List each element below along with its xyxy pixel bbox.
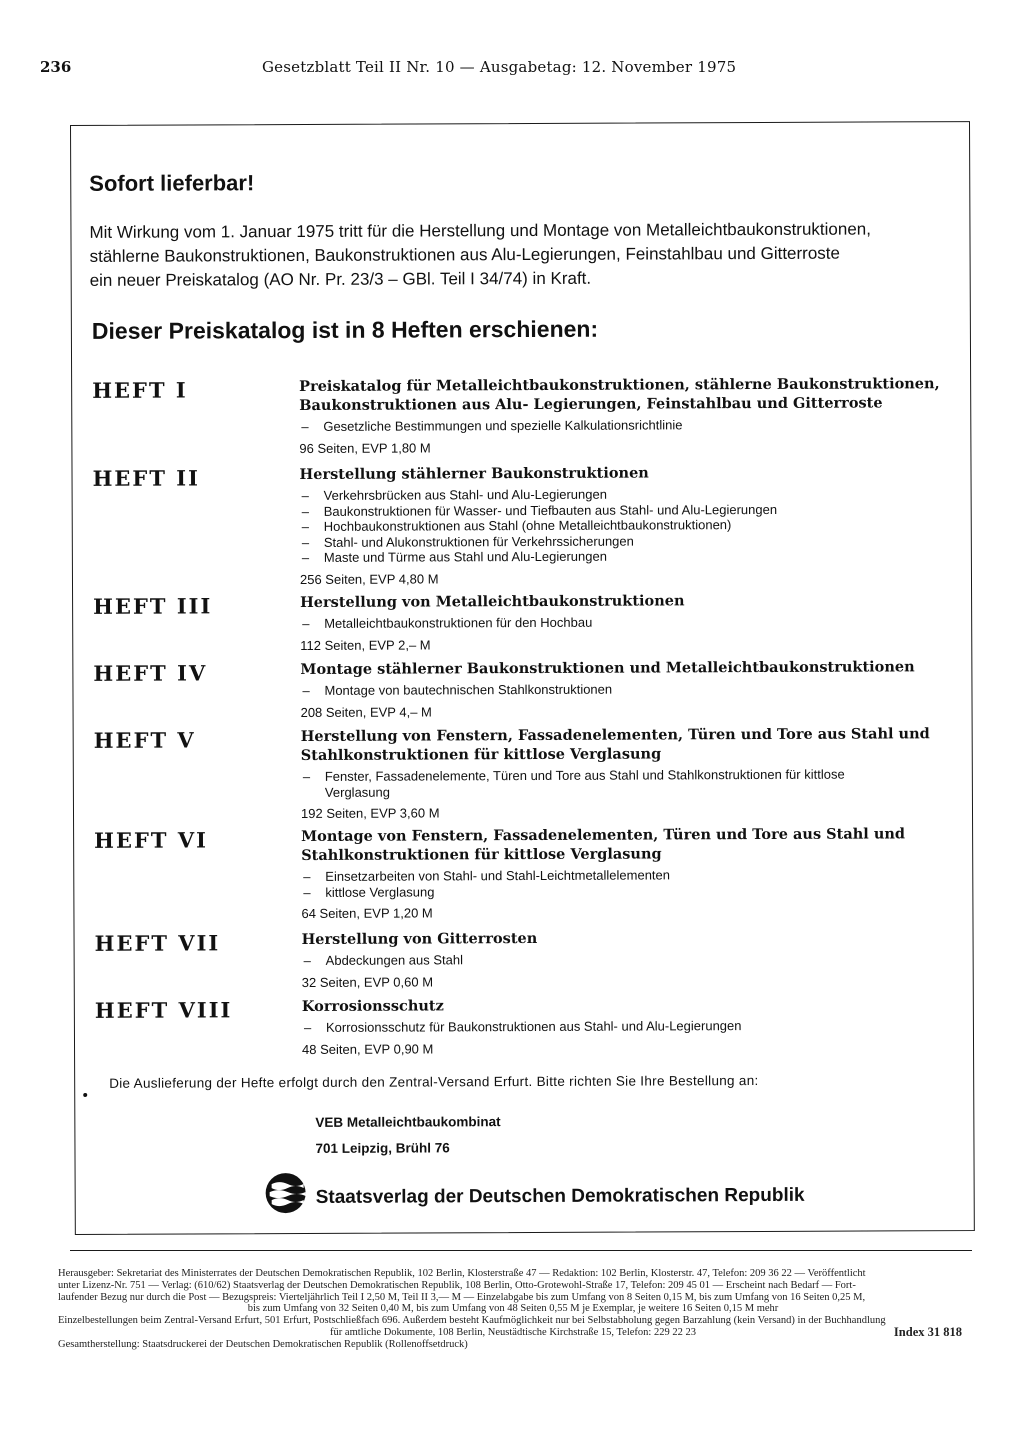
heft-entry-7 xyxy=(75,927,975,990)
heft-label: HEFT II xyxy=(92,465,200,491)
heft-item: – kittlose Verglasung xyxy=(301,882,951,900)
heft-body xyxy=(301,824,951,921)
heft-item: – Einsetzarbeiten von Stahl- und Stahl-Leichtmetallelementen xyxy=(301,866,951,884)
imprint-line: Einzelbestellungen beim Zentral-Versand Erfurt, 501 Erfurt, Postschließfach 696. Außerdem besteht Kaufmöglichkeit nur bei Selbstabholung gegen Barzahlung (kein Versand) in der Buchhandlung xyxy=(58,1315,886,1327)
heft-price: 192 Seiten, EVP 3,60 M xyxy=(300,805,440,821)
heft-price: 64 Seiten, EVP 1,20 M xyxy=(301,905,433,921)
heft-title-line: Montage stählerner Baukonstruktionen und Metalleichtbaukonstruktionen xyxy=(300,658,915,678)
heft-label: HEFT VIII xyxy=(94,997,233,1023)
heft-item: – Montage von bautechnischen Stahlkonstruktionen xyxy=(300,680,950,698)
page-number: 236 xyxy=(40,58,72,76)
heft-body xyxy=(302,994,952,1056)
ad-kicker: Sofort lieferbar! xyxy=(89,170,255,196)
heft-body xyxy=(299,462,950,586)
catalog-heading: Dieser Preiskatalog ist in 8 Heften erschienen: xyxy=(91,315,599,344)
intro-line: stählerne Baukonstruktionen, Baukonstruktionen aus Alu-Legierungen, Feinstahlbau und Gitterroste xyxy=(89,243,840,266)
heft-body xyxy=(300,657,950,719)
heft-title-line: Herstellung von Gitterrosten xyxy=(301,929,538,948)
publisher-logo-icon xyxy=(264,1171,308,1215)
heft-item: – Stahl- und Alukonstruktionen für Verkehrssicherungen xyxy=(300,532,950,550)
imprint-line: laufender Bezug nur durch die Post — Bezugspreis: Vierteljährlich Teil I 2,50 M, Teil II 3,— M — Einzelabgabe bis zum Umfang von 8 Seiten 0,15 M, bis zum Umfang von 16 Seiten 0,25 M, xyxy=(58,1291,866,1303)
heft-item: – Baukonstruktionen für Wasser- und Tiefbauten aus Stahl- und Alu-Legierungen xyxy=(300,501,950,519)
heft-title-line: Baukonstruktionen aus Alu- Legierungen, Feinstahlbau und Gitterroste xyxy=(299,394,883,415)
heft-items xyxy=(300,680,950,698)
imprint xyxy=(58,1268,968,1351)
heft-body xyxy=(299,374,949,455)
index-number: Index 31 818 xyxy=(893,1324,962,1339)
heft-label: HEFT VI xyxy=(94,827,208,853)
heft-title-line: Stahlkonstruktionen für kittlose Verglasung xyxy=(300,745,662,764)
imprint-line: für amtliche Dokumente, 108 Berlin, Neustädtische Kirchstraße 15, Telefon: 229 22 23 xyxy=(330,1326,696,1338)
intro-line: ein neuer Preiskatalog (AO Nr. Pr. 23/3 – GBl. Teil I 34/74) in Kraft. xyxy=(89,268,592,290)
heft-entry-2 xyxy=(72,462,972,587)
heft-price: 112 Seiten, EVP 2,– M xyxy=(300,636,431,653)
heft-item: – Hochbaukonstruktionen aus Stahl (ohne Metalleichtbaukonstruktionen) xyxy=(300,516,950,534)
heft-item: – Verkehrsbrücken aus Stahl- und Alu-Legierungen xyxy=(300,485,950,503)
heft-items xyxy=(299,416,949,434)
page-header xyxy=(0,58,1024,82)
heft-price: 48 Seiten, EVP 0,90 M xyxy=(302,1040,434,1057)
heft-title-line: Herstellung stählerner Baukonstruktionen xyxy=(299,464,649,484)
imprint-row xyxy=(58,1324,968,1339)
heft-items xyxy=(302,950,952,968)
heft-label: HEFT I xyxy=(92,377,188,403)
heft-item: – Fenster, Fassadenelemente, Türen und Tore aus Stahl und Stahlkonstruktionen für kittlose Verglasung xyxy=(301,766,885,800)
heft-price: 208 Seiten, EVP 4,– M xyxy=(300,703,432,720)
advertisement-box xyxy=(70,121,975,1235)
heft-entry-1 xyxy=(72,374,972,456)
heft-items xyxy=(302,1017,952,1035)
heft-item: – Maste und Türme aus Stahl und Alu-Legierungen xyxy=(300,547,950,565)
heft-entry-8 xyxy=(75,994,975,1057)
heft-price: 96 Seiten, EVP 1,80 M xyxy=(299,439,431,456)
heft-title-line: Herstellung von Fenstern, Fassadenelementen, Türen und Tore aus Stahl und xyxy=(300,725,930,745)
heft-entry-3 xyxy=(73,590,973,653)
heft-title-line: Stahlkonstruktionen für kittlose Verglasung xyxy=(301,845,662,864)
heft-title-line: Korrosionsschutz xyxy=(301,997,444,1015)
heft-label: HEFT IV xyxy=(93,660,208,686)
heft-label: HEFT III xyxy=(93,593,213,619)
imprint-line: bis zum Umfang von 32 Seiten 0,40 M, bis zum Umfang von 48 Seiten 0,55 M je Exemplar, je weitere 16 Seiten 0,15 M mehr xyxy=(247,1303,779,1315)
heft-title-line: Montage von Fenstern, Fassadenelementen, Türen und Tore aus Stahl und xyxy=(301,825,906,845)
heft-title-line: Preiskatalog für Metalleichtbaukonstruktionen, stählerne Baukonstruktionen, xyxy=(299,375,940,396)
imprint-line: Herausgeber: Sekretariat des Ministerrates der Deutschen Demokratischen Republik, 102 Berlin, Klosterstraße 47 — Redaktion: 102 Berlin, Klosterstr. 47, Telefon: 209 36 22 — Veröffentlicht xyxy=(58,1268,866,1279)
imprint-line: Gesamtherstellung: Staatsdruckerei der Deutschen Demokratischen Republik (Rollenoffsetdruck) xyxy=(58,1338,468,1350)
imprint-line: unter Lizenz-Nr. 751 — Verlag: (610/62) Staatsverlag der Deutschen Demokratischen Republik, 108 Berlin, Otto-Grotewohl-Straße 17, Telefon: 209 45 01 — Erscheint nach Bedarf — Fort- xyxy=(58,1279,856,1291)
ad-intro xyxy=(89,217,929,293)
heft-label: HEFT VII xyxy=(94,930,221,956)
running-title: Gesetzblatt Teil II Nr. 10 — Ausgabetag: 12. November 1975 xyxy=(262,58,737,76)
heft-items xyxy=(301,866,951,900)
heft-price: 32 Seiten, EVP 0,60 M xyxy=(301,973,434,990)
intro-line: Mit Wirkung vom 1. Januar 1975 tritt für die Herstellung und Montage von Metalleichtbaukonstruktionen, xyxy=(89,219,871,242)
heft-item: – Metalleichtbaukonstruktionen für den Hochbau xyxy=(300,613,950,631)
heft-title-line: Herstellung von Metalleichtbaukonstruktionen xyxy=(300,592,685,612)
heft-entry-6 xyxy=(74,824,974,921)
heft-body xyxy=(302,927,952,989)
heft-items xyxy=(300,613,950,631)
heft-item: – Gesetzliche Bestimmungen und spezielle Kalkulationsrichtlinie xyxy=(299,416,949,434)
heft-items xyxy=(301,766,951,800)
heft-items xyxy=(300,485,950,565)
heft-body xyxy=(301,724,951,821)
bullet-dot xyxy=(83,1093,87,1097)
heft-entry-4 xyxy=(73,657,973,720)
footer-divider xyxy=(70,1250,972,1251)
company-name: VEB Metalleichtbaukombinat xyxy=(315,1114,501,1130)
heft-item: – Korrosionsschutz für Baukonstruktionen aus Stahl- und Alu-Legierungen xyxy=(302,1017,952,1035)
publisher-name: Staatsverlag der Deutschen Demokratischen Republik xyxy=(315,1184,805,1208)
company-address: 701 Leipzig, Brühl 76 xyxy=(315,1140,450,1156)
heft-item: – Abdeckungen aus Stahl xyxy=(302,950,952,968)
heft-price: 256 Seiten, EVP 4,80 M xyxy=(299,570,439,587)
heft-label: HEFT V xyxy=(93,727,196,753)
delivery-note: Die Auslieferung der Hefte erfolgt durch den Zentral-Versand Erfurt. Bitte richten Sie Ihre Bestellung an: xyxy=(109,1073,759,1091)
heft-body xyxy=(300,590,950,652)
heft-entry-5 xyxy=(74,724,974,821)
